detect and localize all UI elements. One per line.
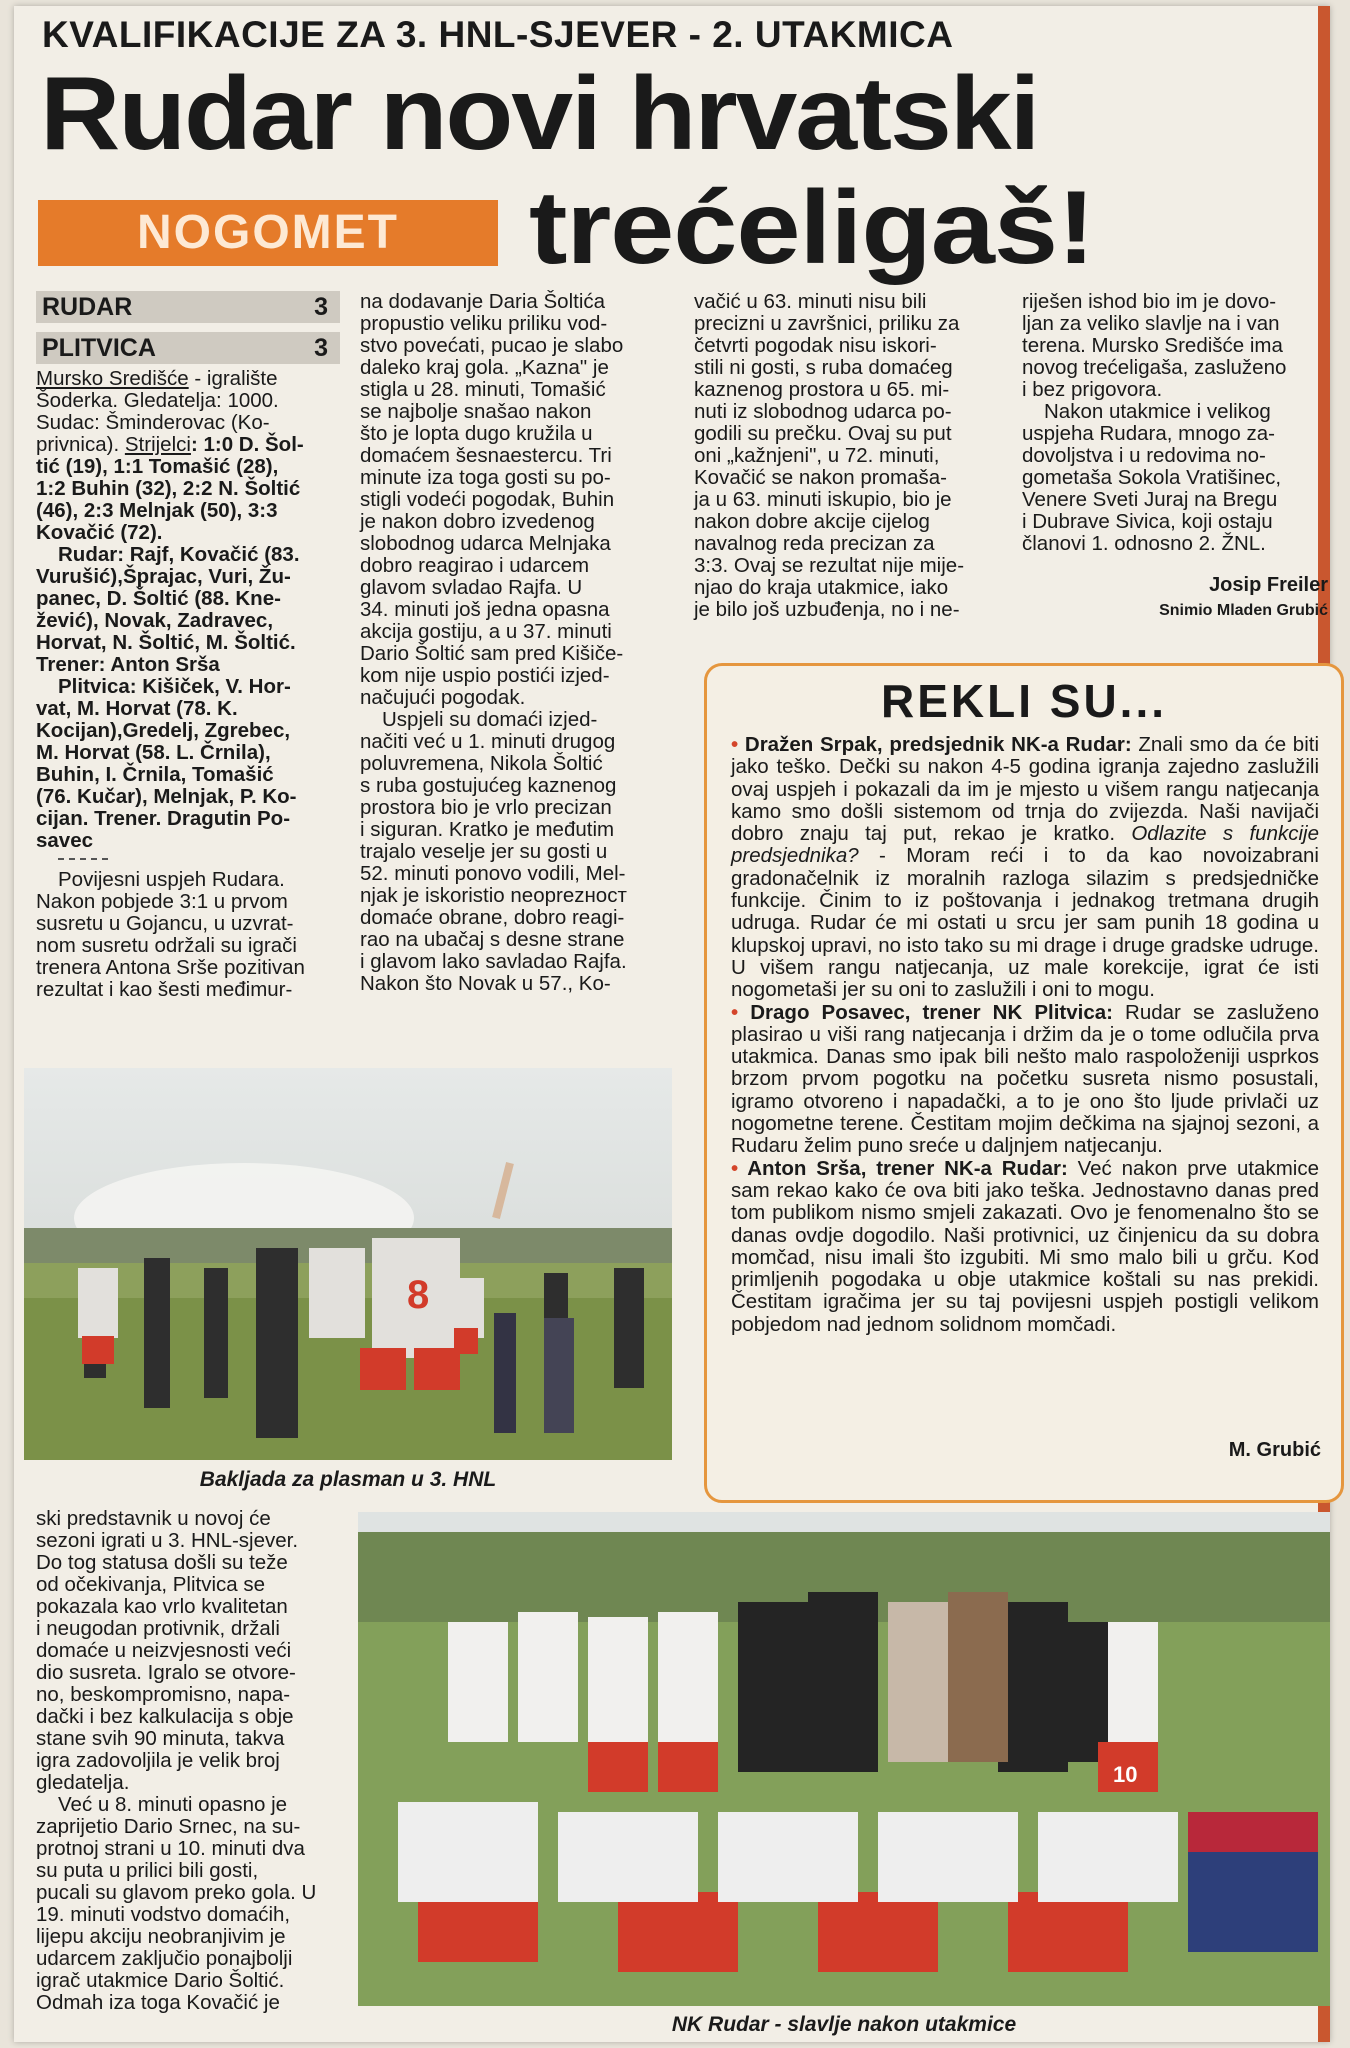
body-line: Nakon što Novak u 57., Ko-: [360, 972, 611, 995]
body-line: na dodavanje Daria Šoltića: [360, 290, 606, 313]
quote-3: [731, 1158, 1319, 1336]
headline-line-2: trećeligaš!: [529, 170, 1095, 286]
body-line: i bez prigovora.: [1022, 378, 1163, 401]
body-line: članovi 1. odnosno 2. ŽNL.: [1022, 532, 1266, 555]
bullet-icon: •: [731, 1000, 751, 1024]
body-line: kom nije uspio postići izjed-: [360, 664, 610, 687]
body-line: načiti već u 1. minuti drugog: [360, 730, 616, 753]
body-line: 19. minuti vodstvo domaćih,: [36, 1903, 291, 1926]
venue: Mursko Središće: [36, 367, 189, 390]
body-line: stigla u 28. minuti, Tomašić: [360, 378, 606, 401]
scorers-line: Kovačić (72).: [36, 521, 163, 544]
plitvica-lineup-line: vat, M. Horvat (78. K.: [36, 697, 238, 720]
body-line: su puta u prilici bili gosti,: [36, 1859, 259, 1882]
venue-attendance: Šoderka. Gledatelja: 1000.: [36, 389, 279, 412]
rudar-lineup-line: žević), Novak, Zadravec,: [36, 609, 274, 632]
bullet-icon: •: [731, 733, 745, 756]
body-line: dio susreta. Igralo se otvore-: [36, 1661, 296, 1684]
photo-credit: Snimio Mladen Grubić: [1159, 602, 1328, 619]
body-line: minute iza toga gosti su po-: [360, 466, 611, 489]
body-line: Do tog statusa došli su teže: [36, 1551, 288, 1574]
body-line: što je lopta dugo kružila u: [360, 422, 593, 445]
jersey-number: 10: [1113, 1762, 1138, 1787]
body-line: igrač utakmice Dario Šoltić.: [36, 1969, 285, 1992]
body-line: precizni u završnici, priliku za: [694, 312, 960, 335]
body-line: i glavom lako savladao Rajfa.: [360, 950, 627, 973]
body-line: trenera Antona Srše pozitivan: [36, 956, 305, 979]
home-team: RUDAR: [42, 293, 133, 321]
quote-question: Odlazite s funkcije predsjednika?: [731, 822, 1319, 868]
quote-text: - Moram reći i to da kao novoizabrani gradonačelnik iz moralnih razloga silazim s predsjedničke funkcije. Činim to iz poštovanja i jednakog tretmana drugih udruga. Rudar će mi ostati u srcu jer sam punih 18 godina u klupskoj upravi, no isto tako su mi drage i druge gradske udruge. U višem rangu natjecanja, uz male korekcije, igrat će isti nogometaši jer su oni to zaslužili i oni to mogu.: [731, 844, 1319, 1002]
referee-line-2: privnica).: [36, 433, 120, 456]
body-line: no, beskompromisno, napa-: [36, 1683, 291, 1706]
body-line: lijepu akciju neobranjivim je: [36, 1925, 286, 1948]
body-line: protnoj strani u 10. minuti dva: [36, 1837, 305, 1860]
body-line: domaće u neizvjesnosti veći: [36, 1639, 292, 1662]
score-away: [36, 332, 340, 364]
quote-1: [731, 734, 1319, 1002]
body-line: daleko kraj gola. „Kazna" je: [360, 356, 609, 379]
home-goals: 3: [314, 293, 328, 321]
body-line: pokazala kao vrlo kvalitetan: [36, 1595, 288, 1618]
body-line: njao do kraja utakmice, iako: [694, 576, 949, 599]
photo-team-caption: NK Rudar - slavlje nakon utakmice: [671, 2013, 1017, 2036]
body-line: godili su prečku. Ovaj su put: [694, 422, 952, 445]
body-line: slobodnog udarca Melnjaka: [360, 532, 611, 555]
body-line: glavom svladao Rajfa. U: [360, 576, 583, 599]
body-line: je bilo još uzbuđenja, no i ne-: [694, 598, 960, 621]
body-line: sezoni igrati u 3. HNL-sjever.: [36, 1529, 299, 1552]
body-line: gometaša Sokola Vratišinec,: [1022, 466, 1282, 489]
author: Josip Freiler: [1209, 574, 1328, 596]
referee-line-1: Sudac: Šminderovac (Ko-: [36, 411, 270, 434]
body-line: 52. minuti ponovo vodili, Mel-: [360, 862, 626, 885]
body-line: pucali su glavom preko gola. U: [36, 1881, 317, 1904]
body-line: oni „kažnjeni", u 72. minuti,: [694, 444, 940, 467]
body-line: i siguran. Kratko je međutim: [360, 818, 615, 841]
newspaper-page: [14, 6, 1330, 2042]
rudar-lineup-line: panec, D. Šoltić (88. Kne-: [36, 587, 281, 610]
body-line: načujući pogodak.: [360, 686, 526, 709]
body-line: poluvremena, Nikola Šoltić: [360, 752, 603, 775]
away-team: PLITVICA: [42, 334, 156, 362]
jersey-number: 8: [407, 1273, 430, 1317]
body-line: njak je iskoristio neoprezност: [360, 884, 627, 907]
plitvica-lineup-line: M. Horvat (58. L. Črnila),: [36, 741, 271, 764]
body-line: Uspjeli su domaći izjed-: [382, 708, 598, 731]
body-line: i Dubrave Sivica, koji ostaju: [1022, 510, 1273, 533]
body-line: Povijesni uspjeh Rudara.: [58, 868, 285, 891]
plitvica-lineup-line: cijan. Trener. Dragutin Po-: [36, 807, 291, 830]
venue-suffix: - igralište: [188, 367, 278, 390]
rudar-lineup-line: Vurušić),Šprajac, Vuri, Žu-: [36, 565, 291, 588]
scorers-start: : 1:0 D. Šol-: [190, 433, 304, 456]
bullet-icon: •: [731, 1156, 748, 1180]
article-column-4: [1022, 291, 1328, 555]
body-line: 34. minuti još jedna opasna: [360, 598, 610, 621]
body-line: gledatelja.: [36, 1771, 130, 1794]
quotes-signature: M. Grubić: [1228, 1439, 1321, 1461]
quotes-box: [704, 663, 1344, 1503]
away-goals: 3: [314, 334, 328, 362]
rudar-coach: Trener: Anton Srša: [36, 653, 220, 676]
body-line: stili ni gosti, s ruba domaćeg: [694, 356, 953, 379]
scorers-line: tić (19), 1:1 Tomašić (28),: [36, 455, 279, 478]
article-column-3: [694, 291, 1006, 621]
plitvica-lineup-line: Plitvica: Kišiček, V. Hor-: [58, 675, 291, 698]
body-line: udarcem zaključio ponajbolji: [36, 1947, 293, 1970]
plitvica-lineup-line: Buhin, I. Črnila, Tomašić: [36, 763, 274, 786]
body-line: ja u 63. minuti iskupio, bio je: [694, 488, 952, 511]
body-line: Venere Sveti Juraj na Bregu: [1022, 488, 1278, 511]
quote-text: Znali smo da će biti jako teško. Dečki su nakon 4-5 godina igranja zajedno zaslužili ovaj uspjeh i pokazali da im je mjesto u višem rangu natjecanja kamo smo došli sistemom od trnja do zvijezda. Naši navijači dobro znaju taj put, rekao je kratko.: [731, 733, 1320, 846]
body-line: se najbolje snašao nakon: [360, 400, 592, 423]
quote-speaker: Anton Srša, trener NK-a Rudar:: [747, 1156, 1068, 1180]
body-line: novog trećeligaša, zasluženo: [1022, 356, 1287, 379]
rudar-lineup-line: Rudar: Rajf, Kovačić (83.: [58, 543, 300, 566]
plitvica-lineup-line: Kocijan),Gredelj, Zgrebec,: [36, 719, 291, 742]
body-line: 3:3. Ovaj se rezultat nije mije-: [694, 554, 965, 577]
body-line: Nakon pobjede 3:1 u prvom: [36, 890, 288, 913]
body-line: prostora bio je vrlo precizan: [360, 796, 612, 819]
body-line: rao na ubačaj s desne strane: [360, 928, 625, 951]
body-line: je nakon dobro izvedenog: [360, 510, 595, 533]
scorers-line: 1:2 Buhin (32), 2:2 N. Šoltić: [36, 477, 301, 500]
section-tag: [38, 200, 498, 266]
score-home: [36, 291, 340, 323]
body-line: dački i bez kalkulacija s obje: [36, 1705, 294, 1728]
body-line: stane svih 90 minuta, takva: [36, 1727, 285, 1750]
body-line: nuti iz slobodnog udarca po-: [694, 400, 952, 423]
quote-text: Rudar se zasluženo plasirao u viši rang natjecanja i držim da je o tome odlučila prva utakmica. Danas smo ipak bili nešto malo raspoloženiji usprkos brzom prvom pogotku na početku susreta nismo posustali, igramo otvoreno i napadački, a to je ono što ljude privlači uz nogometne terene. Čestitam mojim dečkima na sjajnoj sezoni, a Rudaru želim puno sreće u daljnjem natjecanju.: [731, 1000, 1319, 1158]
body-line: akcija gostiju, a u 37. minuti: [360, 620, 612, 643]
rudar-lineup-line: Horvat, N. Šoltić, M. Šoltić.: [36, 631, 296, 654]
body-line: i neugodan protivnik, držali: [36, 1617, 280, 1640]
separator: [58, 858, 108, 861]
plitvica-lineup-line: savec: [36, 829, 94, 852]
body-line: terena. Mursko Središće ima: [1022, 334, 1283, 357]
body-line: ski predstavnik u novoj će: [36, 1507, 271, 1530]
headline-line-1: Rudar novi hrvatski: [40, 56, 1039, 172]
body-line: domaćem šesnaestercu. Tri: [360, 444, 612, 467]
section-tag-label: NOGOMET: [137, 206, 399, 259]
photo-celebration-image: [24, 1068, 672, 1460]
body-line: stvo povećati, pucao je slabo: [360, 334, 624, 357]
body-line: rezultat i kao šesti međimur-: [36, 978, 293, 1001]
body-line: nakon dobre akcije cijelog: [694, 510, 930, 533]
quote-speaker: Drago Posavec, trener NK Plitvica:: [750, 1000, 1113, 1024]
body-line: kaznenog prostora u 65. mi-: [694, 378, 950, 401]
match-facts: [36, 368, 338, 1001]
body-line: Nakon utakmice i velikog: [1044, 400, 1271, 423]
kicker: KVALIFIKACIJE ZA 3. HNL-SJEVER - 2. UTAKMICA: [42, 14, 954, 55]
body-line: riješen ishod bio im je dovo-: [1022, 290, 1277, 313]
scorers-label: Strijelci: [124, 433, 191, 456]
quote-speaker: Dražen Srpak, predsjednik NK-a Rudar:: [744, 733, 1132, 756]
body-line: Odmah iza toga Kovačić je: [36, 1991, 280, 2014]
body-line: od očekivanja, Plitvica se: [36, 1573, 266, 1596]
body-line: domaće obrane, dobro reagi-: [360, 906, 625, 929]
body-line: uspjeha Rudara, mnogo za-: [1022, 422, 1275, 445]
body-line: igra zadovoljila je velik broj: [36, 1749, 280, 1772]
body-line: trajalo veselje jer su gosti u: [360, 840, 608, 863]
body-line: dobro reagirao i udarcem: [360, 554, 590, 577]
body-line: stigli vodeći pogodak, Buhin: [360, 488, 615, 511]
body-line: navalnog reda precizan za: [694, 532, 935, 555]
quote-2: [731, 1002, 1319, 1158]
body-line: Već u 8. minuti opasno je: [58, 1793, 288, 1816]
body-line: zaprijetio Dario Srnec, na su-: [36, 1815, 301, 1838]
photo-team: [358, 1512, 1330, 2006]
body-line: Kovačić se nakon promaša-: [694, 466, 947, 489]
body-line: vačić u 63. minuti nisu bili: [694, 290, 927, 313]
body-line: s ruba gostujućeg kaznenog: [360, 774, 617, 797]
body-line: nom susretu održali su igrači: [36, 934, 297, 957]
photo-celebration: [24, 1068, 672, 1460]
body-line: ljan za veliko slavlje na i van: [1022, 312, 1280, 335]
body-line: Dario Šoltić sam pred Kišiče-: [360, 642, 624, 665]
quotes-body: [731, 734, 1319, 1336]
plitvica-lineup-line: (76. Kučar), Melnjak, P. Ko-: [36, 785, 297, 808]
body-line: dovoljstva i u redovima no-: [1022, 444, 1266, 467]
article-column-5: [36, 1508, 348, 2014]
body-line: susretu u Gojancu, u uzvrat-: [36, 912, 294, 935]
quotes-title: REKLI SU...: [880, 675, 1168, 727]
scorers-line: (46), 2:3 Melnjak (50), 3:3: [36, 499, 278, 522]
photo-celebration-caption: Bakljada za plasman u 3. HNL: [199, 1468, 497, 1491]
body-line: četvrti pogodak nisu iskori-: [694, 334, 937, 357]
body-line: propustio veliku priliku vod-: [360, 312, 608, 335]
photo-team-image: [358, 1512, 1330, 2006]
article-column-2: [360, 291, 672, 995]
quote-text: Već nakon prve utakmice sam rekao kako će ova biti jako teška. Jednostavno danas pred tom publikom nismo smjeli zakazati. Ovo je fenomenalno što se danas ovdje dogodilo. Naši protivnici, uz činjenicu da su dobra momčad, nisu imali što izgubiti. Mi smo malo bili u grču. Kod primljenih pogodaka u obje utakmice koštali su nas prekidi. Čestitam igračima jer su taj povijesni uspjeh postigli velikom pobjedom nad jednom solidnom momčadi.: [731, 1156, 1319, 1336]
